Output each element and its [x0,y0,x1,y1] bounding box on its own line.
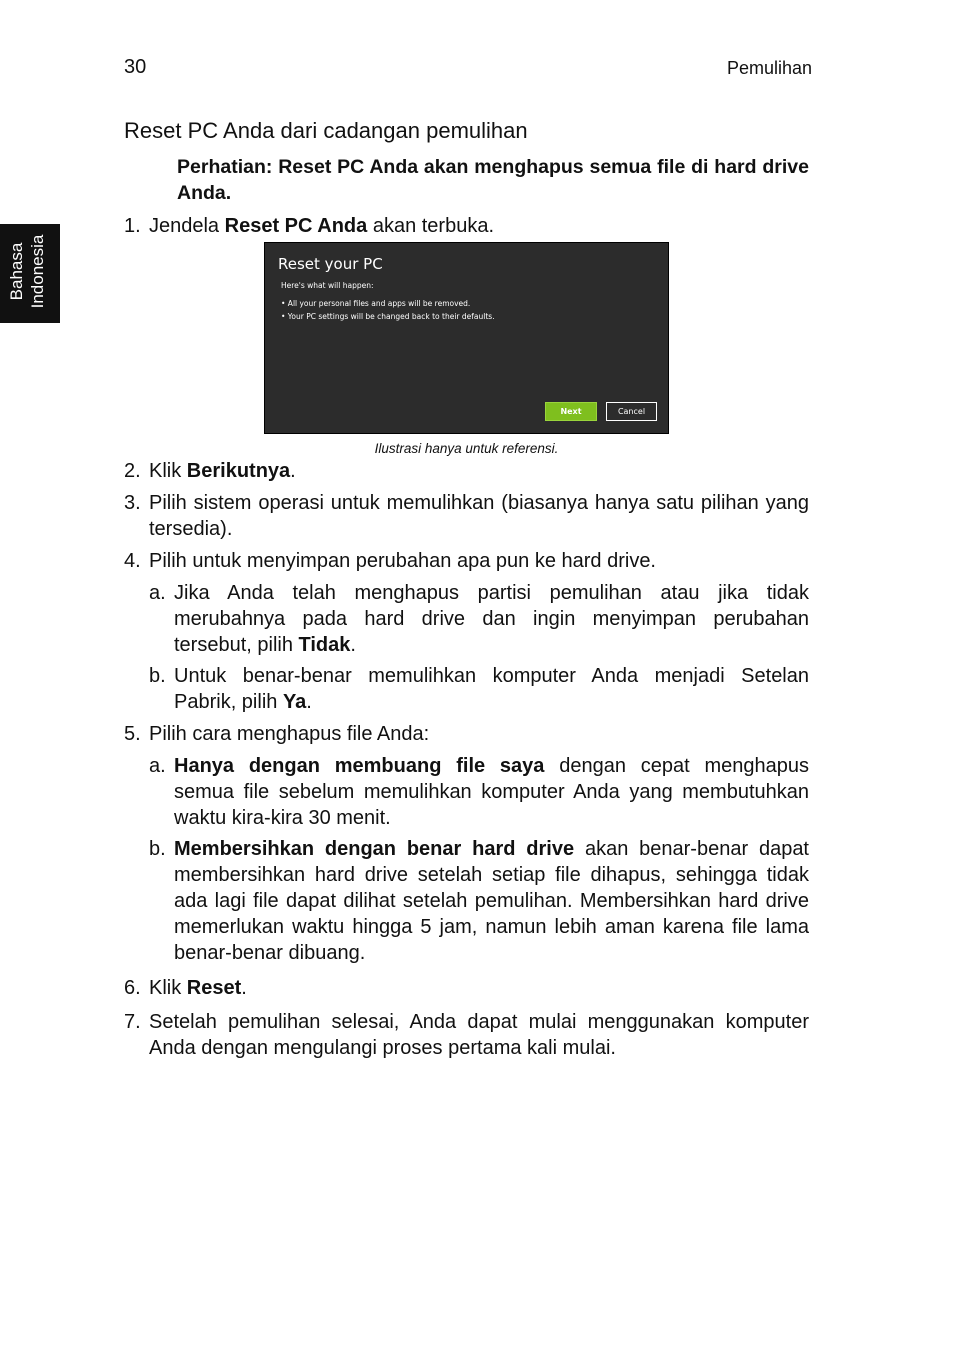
step-5 [124,721,809,747]
step-number: 7. [124,1011,141,1033]
cancel-button: Cancel [606,402,657,421]
substep-letter: a. [149,755,166,777]
step-number: 6. [124,977,141,999]
step-number: 2. [124,460,141,482]
step-1 [124,213,809,239]
next-button: Next [545,402,597,421]
step-text: Pilih untuk menyimpan perubahan apa pun ke hard drive. [149,550,656,572]
section-title: Reset PC Anda dari cadangan pemulihan [124,118,528,143]
step-text: Klik Reset. [149,977,247,999]
step-4b [149,663,809,715]
step-text: Klik Berikutnya. [149,460,296,482]
substep-text: Jika Anda telah menghapus partisi pemulihan atau jika tidak merubahnya pada hard drive dan ingin menyimpan perubahan tersebut, pilih Tidak. [174,582,809,656]
step-number: 3. [124,492,141,514]
substep-text: Hanya dengan membuang file saya dengan cepat menghapus semua file sebelum memulihkan komputer Anda yang membutuhkan waktu kira-kira 30 menit. [174,755,810,829]
step-text: Pilih sistem operasi untuk memulihkan (biasanya hanya satu pilihan yang tersedia). [149,492,809,540]
figure-caption: Ilustrasi hanya untuk referensi. [374,441,559,456]
step-7 [124,1009,809,1061]
substep-letter: b. [149,838,166,860]
step-text: Setelah pemulihan selesai, Anda dapat mulai menggunakan komputer Anda dengan mengulangi proses pertama kali mulai. [149,1011,809,1059]
step-5b [149,836,809,966]
step-3 [124,490,809,542]
substep-text: Membersihkan dengan benar hard drive akan benar-benar dapat membersihkan hard drive setelah setiap file dihapus, sehingga tidak ada lagi file dapat dilihat setelah pemulihan. Membersihkan hard drive memerlukan waktu hingga 5 jam, namun lebih aman karena file lama benar-benar dibuang. [174,838,809,964]
side-tab-line2: Indonesia [28,234,47,309]
step-2 [124,458,809,484]
step-text: Pilih cara menghapus file Anda: [149,723,430,745]
language-side-tab [0,224,60,323]
step-6 [124,975,809,1001]
language-side-tab-label [6,224,48,319]
step-number: 1. [124,215,141,237]
running-head: Pemulihan [726,58,812,78]
step-number: 5. [124,723,141,745]
screenshot-subtitle: Here's what will happen: [281,281,374,290]
step-4a [149,580,809,658]
substep-text: Untuk benar-benar memulihkan komputer Anda menjadi Setelan Pabrik, pilih Ya. [174,665,809,713]
step-text: Jendela Reset PC Anda akan terbuka. [149,215,495,237]
screenshot-bullet: • Your PC settings will be changed back to their defaults. [281,312,495,321]
substep-letter: b. [149,665,166,687]
step-5a [149,753,809,831]
step-number: 4. [124,550,141,572]
page-number: 30 [124,56,147,78]
side-tab-line1: Bahasa [7,242,26,301]
screenshot-bullet: • All your personal files and apps will be removed. [281,299,471,308]
substep-letter: a. [149,582,166,604]
step-4 [124,548,809,574]
warning-note: Perhatian: Reset PC Anda akan menghapus semua file di hard drive Anda. [177,156,809,204]
screenshot-title: Reset your PC [278,255,383,273]
reset-pc-screenshot [264,242,669,434]
